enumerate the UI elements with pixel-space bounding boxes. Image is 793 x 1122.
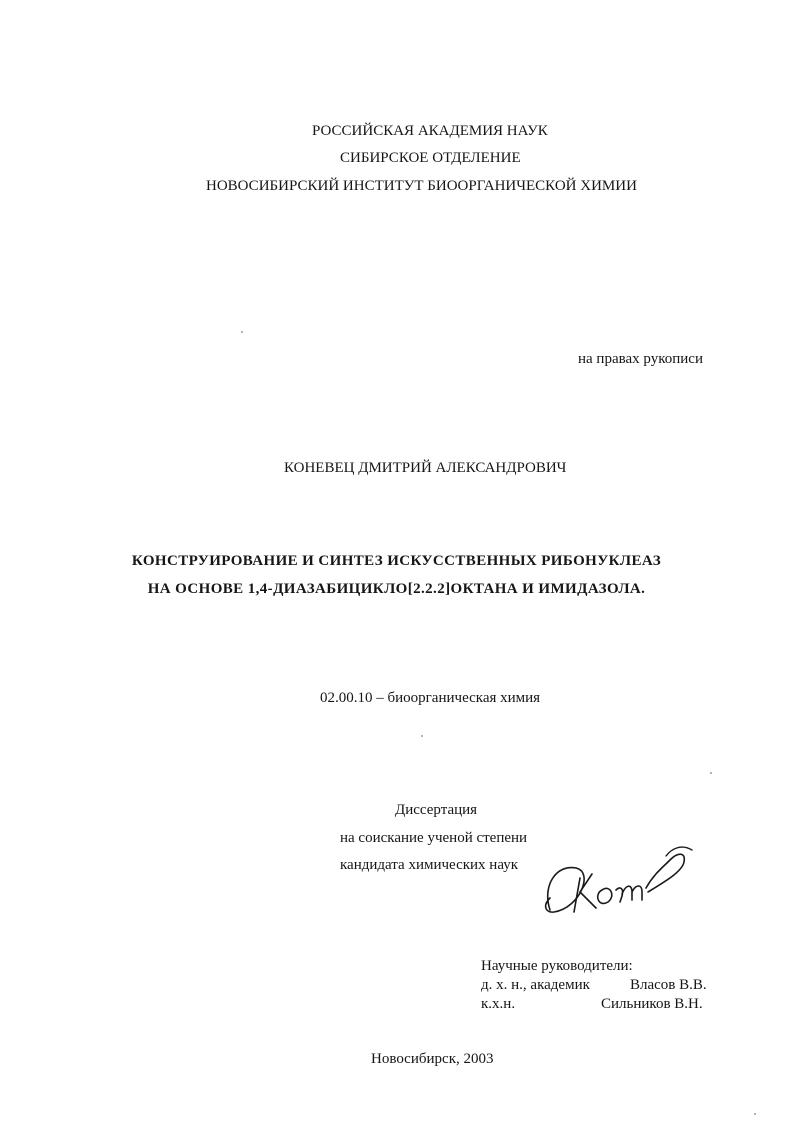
header-line-institute: НОВОСИБИРСКИЙ ИНСТИТУТ БИООРГАНИЧЕСКОЙ ХИМИИ [206,178,637,194]
thesis-title-line-2: НА ОСНОВЕ 1,4-ДИАЗАБИЦИКЛО[2.2.2]ОКТАНА И ИМИДАЗОЛА. [147,581,646,597]
thesis-title-line-1: КОНСТРУИРОВАНИЕ И СИНТЕЗ ИСКУССТВЕННЫХ РИБОНУКЛЕАЗ [131,553,662,569]
supervisor-1-degree: д. х. н., академик [481,977,590,993]
author-signature [536,838,696,920]
scan-speck [241,331,243,333]
scan-speck [754,1113,756,1115]
supervisors-heading: Научные руководители: [481,958,633,974]
scan-speck [421,735,423,737]
degree-type: кандидата химических наук [340,857,519,873]
supervisor-2-name: Сильников В.Н. [601,996,703,1012]
degree-purpose: на соискание ученой степени [340,830,528,846]
supervisor-2-degree: к.х.н. [481,996,516,1012]
place-and-year: Новосибирск, 2003 [371,1051,494,1067]
specialty-code: 02.00.10 – биоорганическая химия [320,690,541,706]
rights-note: на правах рукописи [578,351,703,367]
supervisor-1-name: Власов В.В. [630,977,707,993]
scan-speck [710,772,712,774]
header-line-academy: РОССИЙСКАЯ АКАДЕМИЯ НАУК [312,123,548,139]
header-line-branch: СИБИРСКОЕ ОТДЕЛЕНИЕ [340,150,521,166]
author-name: КОНЕВЕЦ ДМИТРИЙ АЛЕКСАНДРОВИЧ [284,460,567,476]
dissertation-label: Диссертация [395,802,478,818]
